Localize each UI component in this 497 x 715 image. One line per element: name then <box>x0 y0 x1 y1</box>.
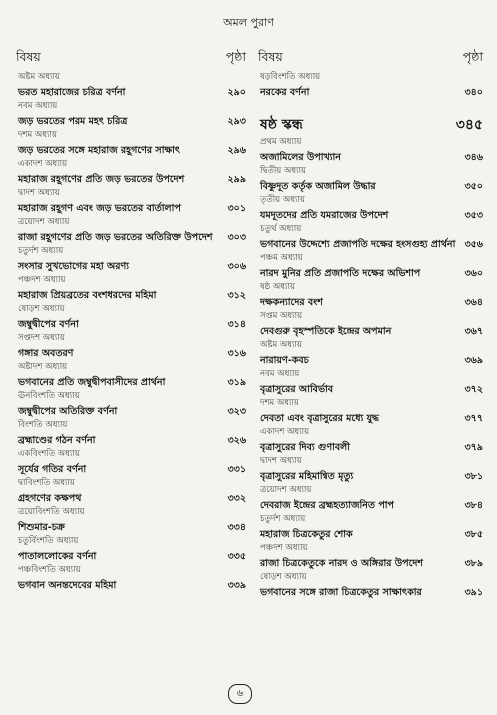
entry-title: নারায়ণ-কবচ <box>260 355 309 366</box>
entry-title: জম্বুদ্বীপের বর্ণনা <box>18 319 79 330</box>
entry-title: রাজা রহূগণের প্রতি জড় ভরতের অতিরিক্ত উপদেশ <box>18 232 213 243</box>
chapter-label: একাদশ অধ্যায় <box>18 159 68 169</box>
entry-page: ৩৭৭ <box>464 413 483 424</box>
toc-row <box>16 99 246 128</box>
toc-row <box>258 251 483 280</box>
chapter-label: চতুর্থ অধ্যায় <box>260 224 302 234</box>
entry-page: ৩৫৩ <box>464 210 483 221</box>
entry-title: ভগবানের সঙ্গে রাজা চিত্রকেতুর সাক্ষাৎকার <box>260 587 422 598</box>
subject-heading: বিষয় <box>258 49 283 64</box>
chapter-label: নবম অধ্যায় <box>18 101 58 111</box>
toc-entry[interactable] <box>258 381 483 396</box>
toc-row <box>16 331 246 360</box>
toc-row <box>258 425 483 454</box>
entry-page: ৩৯১ <box>464 587 483 598</box>
toc-row <box>16 389 246 418</box>
entry-page: ৩১৪ <box>227 319 246 330</box>
entry-title: মহারাজ রহূগণের প্রতি জড় ভরতের উপদেশ <box>18 174 185 185</box>
toc-list-left <box>16 70 246 592</box>
toc-entry[interactable] <box>258 555 483 570</box>
chapter-label: ষষ্ঠ অধ্যায় <box>260 282 295 292</box>
entry-page: ৩০৩ <box>227 232 246 243</box>
entry-page: ৩৩২ <box>227 493 246 504</box>
toc-row <box>258 396 483 425</box>
entry-page: ৩৩৯ <box>227 580 246 591</box>
toc-entry[interactable] <box>16 374 246 389</box>
entry-title: বৃত্রাসুরের দিব্য গুণাবলী <box>260 442 350 453</box>
chapter-label: ত্রয়োদশ অধ্যায় <box>18 217 70 227</box>
toc-entry[interactable] <box>258 236 483 251</box>
entry-title: দেবরাজ ইন্দ্রের ব্রহ্মহত্যাজনিত পাপ <box>260 500 394 511</box>
toc-row <box>258 309 483 338</box>
toc-entry[interactable] <box>258 526 483 541</box>
toc-entry[interactable] <box>16 142 246 157</box>
entry-page: ৩০৬ <box>227 261 246 272</box>
toc-entry[interactable] <box>16 287 246 302</box>
entry-title: দক্ষকন্যাদের বংশ <box>260 297 323 308</box>
toc-entry[interactable] <box>16 519 246 534</box>
toc-entry[interactable] <box>258 497 483 512</box>
entry-page: ৩৪৬ <box>464 152 483 163</box>
chapter-label: চতুর্বিংশতি অধ্যায় <box>18 536 79 546</box>
entry-title: শিশুমার-চক্র <box>18 522 65 533</box>
toc-header-right <box>258 48 483 70</box>
entry-page: ৩৮৯ <box>464 558 483 569</box>
entry-title: রাজা চিত্রকেতুকে নারদ ও অঙ্গিরার উপদেশ <box>260 558 424 569</box>
entry-page: ২৯০ <box>227 87 246 98</box>
entry-page: ৩০১ <box>227 203 246 214</box>
toc-row <box>258 135 483 164</box>
chapter-label: বিংশতি অধ্যায় <box>18 420 68 430</box>
entry-title: দেবতা এবং বৃত্রাসুরের মধ্যে যুদ্ধ <box>260 413 380 424</box>
toc-row <box>258 570 483 599</box>
toc-entry[interactable] <box>258 352 483 367</box>
entry-page: ৩৮৪ <box>464 500 483 511</box>
toc-entry[interactable] <box>16 345 246 360</box>
chapter-label: ত্রয়োদশ অধ্যায় <box>260 485 312 495</box>
toc-row <box>258 193 483 222</box>
chapter-label: পঞ্চবিংশতি অধ্যায় <box>18 565 81 575</box>
chapter-label: পঞ্চদশ অধ্যায় <box>18 275 66 285</box>
chapter-label: দ্বাবিংশতি অধ্যায় <box>18 478 75 488</box>
page-title: অমল পুরাণ <box>223 16 274 29</box>
toc-entry[interactable] <box>258 468 483 483</box>
chapter-label: ষড়বিংশতি অধ্যায় <box>260 72 321 82</box>
toc-entry[interactable] <box>16 403 246 418</box>
toc-entry[interactable] <box>16 548 246 563</box>
entry-title: নারদ মুনির প্রতি প্রজাপতি দক্ষের অভিশাপ <box>260 268 421 279</box>
toc-left-column <box>16 48 246 592</box>
entry-page: ৩২৩ <box>227 406 246 417</box>
entry-title: মহারাজ প্রিয়ব্রতের বংশধরদের মহিমা <box>18 290 157 301</box>
chapter-label: অষ্টম অধ্যায় <box>18 72 60 82</box>
entry-page: ৩১৯ <box>227 377 246 388</box>
entry-title: ষষ্ঠ স্কন্ধ <box>260 117 303 133</box>
entry-page: ২৯৬ <box>227 145 246 156</box>
entry-title: ভগবানের প্রতি জম্বুদ্বীপবাসীদের প্রার্থনা <box>18 377 166 388</box>
toc-entry[interactable] <box>258 323 483 338</box>
toc-row <box>16 70 246 99</box>
entry-title: গঙ্গার অবতরণ <box>18 348 74 359</box>
entry-title: পাতাললোকের বর্ণনা <box>18 551 97 562</box>
chapter-label: পঞ্চদশ অধ্যায় <box>260 543 308 553</box>
chapter-label: প্রথম অধ্যায় <box>260 137 302 147</box>
chapter-label: ঊনবিংশতি অধ্যায় <box>18 391 80 401</box>
entry-title: জড় ভরতের সঙ্গে মহারাজ রহূগণের সাক্ষাৎ <box>18 145 180 156</box>
chapter-label: একাদশ অধ্যায় <box>260 427 310 437</box>
toc-entry[interactable] <box>258 149 483 164</box>
entry-page: ৩৮১ <box>464 471 483 482</box>
toc-row <box>258 280 483 309</box>
chapter-label: তৃতীয় অধ্যায় <box>260 195 305 205</box>
toc-entry[interactable] <box>258 113 483 135</box>
chapter-label: দ্বিতীয় অধ্যায় <box>260 166 307 176</box>
chapter-label: অষ্টম অধ্যায় <box>260 340 302 350</box>
entry-page: ৩৬৭ <box>464 326 483 337</box>
toc-row <box>16 505 246 534</box>
entry-title: যমদূতদের প্রতি যমরাজের উপদেশ <box>260 210 389 221</box>
entry-title: ভগবানের উদ্দেশ্যে প্রজাপতি দক্ষের হংসগুহ্য প্রার্থনা <box>260 239 456 250</box>
entry-title: গ্রহগণের কক্ষপথ <box>18 493 82 504</box>
toc-entry[interactable] <box>16 258 246 273</box>
entry-page: ৩১২ <box>227 290 246 301</box>
entry-page: ৩৩১ <box>227 464 246 475</box>
toc-row <box>16 563 246 592</box>
entry-title: বৃত্রাসুরের আবির্ভাব <box>260 384 334 395</box>
toc-entry[interactable] <box>16 461 246 476</box>
toc-entry[interactable] <box>258 178 483 193</box>
toc-row <box>258 483 483 512</box>
toc-row <box>16 157 246 186</box>
toc-row <box>258 99 483 135</box>
toc-entry[interactable] <box>16 113 246 128</box>
chapter-label: ষোড়শ অধ্যায় <box>260 572 307 582</box>
entry-title: জড় ভরতের পরম মহৎ চরিত্র <box>18 116 128 127</box>
toc-entry[interactable] <box>16 432 246 447</box>
toc-row <box>258 222 483 251</box>
toc-row <box>258 338 483 367</box>
toc-row <box>16 215 246 244</box>
entry-page: ৩৭৯ <box>464 442 483 453</box>
toc-row <box>16 273 246 302</box>
entry-title: ভরত মহারাজের চরিত্র বর্ণনা <box>18 87 126 98</box>
subject-heading: বিষয় <box>16 49 41 64</box>
chapter-label: ষোড়শ অধ্যায় <box>18 304 65 314</box>
toc-entry[interactable] <box>16 316 246 331</box>
toc-entry[interactable] <box>258 265 483 280</box>
toc-row <box>16 302 246 331</box>
chapter-label <box>258 99 483 113</box>
toc-entry[interactable] <box>16 84 246 99</box>
chapter-label: সপ্তদশ অধ্যায় <box>18 333 65 343</box>
chapter-label: চতুর্দশ অধ্যায় <box>18 246 64 256</box>
chapter-label: নবম অধ্যায় <box>260 369 300 379</box>
toc-row <box>258 454 483 483</box>
toc-row <box>16 447 246 476</box>
toc-row <box>258 367 483 396</box>
entry-page: ৩২৬ <box>227 435 246 446</box>
toc-entry[interactable] <box>258 84 483 99</box>
toc-entry[interactable] <box>16 577 246 592</box>
toc-row <box>16 360 246 389</box>
toc-row <box>258 70 483 99</box>
entry-title: নরকের বর্ণনা <box>260 87 310 98</box>
entry-page: ৩৫৬ <box>464 239 483 250</box>
entry-page: ৩৬৯ <box>464 355 483 366</box>
page-heading: পৃষ্ঠা <box>225 49 246 64</box>
entry-title: বিষ্ণুদূত কর্তৃক অজামিল উদ্ধার <box>260 181 376 192</box>
chapter-label: চতুর্দশ অধ্যায় <box>260 514 306 524</box>
entry-page: ৩৩৫ <box>227 551 246 562</box>
toc-row <box>16 244 246 273</box>
toc-entry[interactable] <box>258 207 483 222</box>
entry-title: সূর্যের গতির বর্ণনা <box>18 464 87 475</box>
entry-page: ৩৬০ <box>464 268 483 279</box>
toc-row <box>16 128 246 157</box>
toc-entry[interactable] <box>16 171 246 186</box>
entry-title: ভগবান অনন্তদেবের মহিমা <box>18 580 117 591</box>
toc-row <box>16 534 246 563</box>
page-number: ৬ <box>228 684 252 704</box>
entry-page: ৩৫০ <box>464 181 483 192</box>
entry-page: ৩৬৪ <box>464 297 483 308</box>
chapter-label: ত্রয়োবিংশতি অধ্যায় <box>18 507 85 517</box>
toc-entry[interactable] <box>16 229 246 244</box>
entry-page: ৩৩৪ <box>227 522 246 533</box>
toc-entry[interactable] <box>258 410 483 425</box>
toc-list-right <box>258 70 483 599</box>
toc-entry[interactable] <box>16 200 246 215</box>
chapter-label: অষ্টাদশ অধ্যায় <box>18 362 68 372</box>
toc-row <box>16 186 246 215</box>
entry-page: ৩৪০ <box>464 87 483 98</box>
toc-entry[interactable] <box>258 294 483 309</box>
entry-title: মহারাজ চিত্রকেতুর শোক <box>260 529 353 540</box>
entry-title: মহারাজ রহূগণ এবং জড় ভরতের বার্তালাপ <box>18 203 181 214</box>
toc-entry[interactable] <box>258 439 483 454</box>
toc-row <box>258 541 483 570</box>
entry-page: ২৯৯ <box>227 174 246 185</box>
entry-title: দেবগুরু বৃহস্পতিকে ইন্দ্রের অপমান <box>260 326 392 337</box>
entry-title: বৃত্রাসুরের মহিমান্বিত মৃত্যু <box>260 471 354 482</box>
chapter-label: দশম অধ্যায় <box>18 130 57 140</box>
entry-page: ২৯৩ <box>227 116 246 127</box>
toc-entry[interactable] <box>258 584 483 599</box>
entry-page: ৩৭২ <box>464 384 483 395</box>
toc-header-left <box>16 48 246 70</box>
chapter-label: পঞ্চম অধ্যায় <box>260 253 303 263</box>
entry-title: ব্রহ্মাণ্ডের গঠন বর্ণনা <box>18 435 96 446</box>
chapter-label: দশম অধ্যায় <box>260 398 299 408</box>
entry-title: জম্বুদ্বীপের অতিরিক্ত বর্ণনা <box>18 406 118 417</box>
toc-row <box>258 512 483 541</box>
chapter-label: দ্বাদশ অধ্যায় <box>18 188 60 198</box>
entry-page: ৩৮৫ <box>464 529 483 540</box>
toc-row <box>258 164 483 193</box>
page-heading: পৃষ্ঠা <box>462 49 483 64</box>
toc-entry[interactable] <box>16 490 246 505</box>
chapter-label: সপ্তম অধ্যায় <box>260 311 303 321</box>
toc-row <box>16 418 246 447</box>
toc-row <box>16 476 246 505</box>
entry-page: ৩১৬ <box>227 348 246 359</box>
chapter-label: একবিংশতি অধ্যায় <box>18 449 80 459</box>
entry-title: অজামিলের উপাখ্যান <box>260 152 341 163</box>
chapter-label: দ্বাদশ অধ্যায় <box>260 456 302 466</box>
toc-right-column <box>258 48 483 599</box>
entry-page: ৩৪৫ <box>455 117 483 133</box>
entry-title: সংসার সুখভোগের মহা অরণ্য <box>18 261 129 272</box>
